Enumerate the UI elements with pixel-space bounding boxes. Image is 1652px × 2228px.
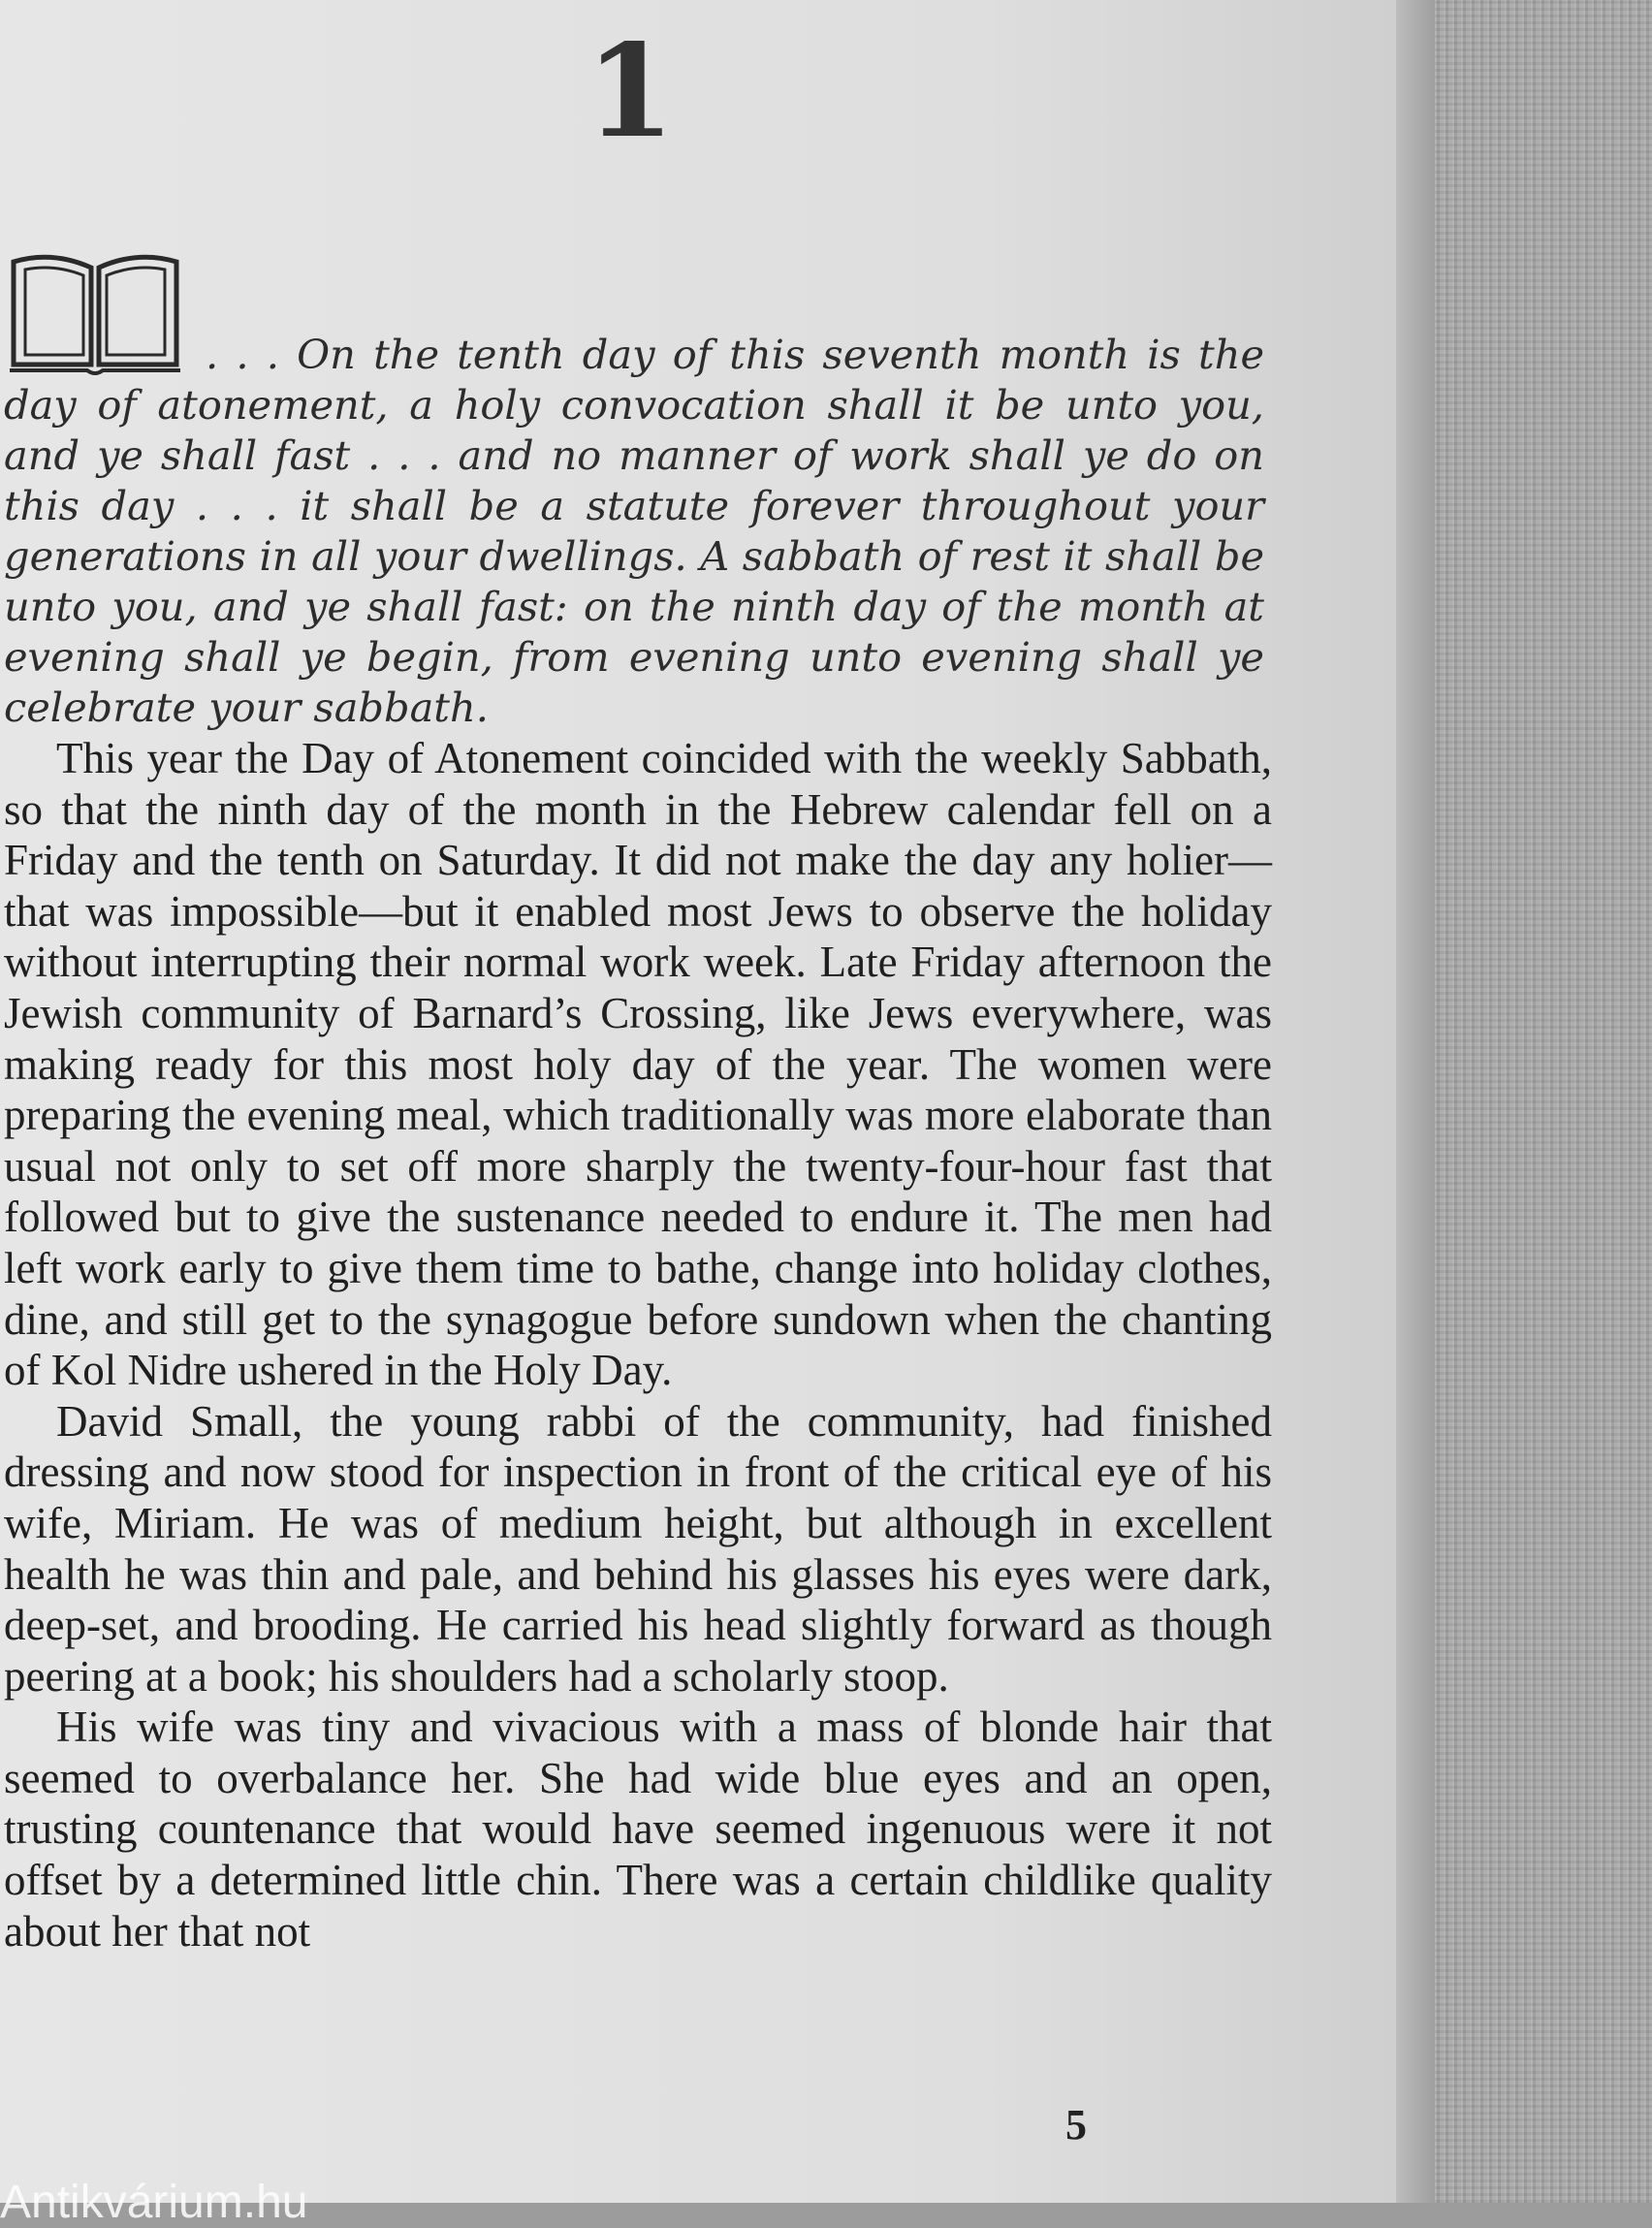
body-text	[4, 733, 1272, 1957]
paragraph: This year the Day of Atonement coincided with the weekly Sabbath, so that the ninth day of the month in the Hebrew calendar fell on a Friday and the tenth on Saturday. It did not make the day any holier—that was impossible—but it enabled most Jews to observe the holiday without interrupting their normal work week. Late Friday afternoon the Jewish community of Barnard’s Crossing, like Jews everywhere, was making ready for this most holy day of the year. The women were preparing the evening meal, which traditionally was more elaborate than usual not only to set off more sharply the twenty-four-hour fast that followed but to give the sustenance needed to endure it. The men had left work early to give them time to bathe, change into holiday clothes, dine, and still get to the synagogue before sundown when the chanting of Kol Nidre ushered in the Holy Day.	[4, 734, 1272, 1395]
page-number: 5	[1065, 2101, 1087, 2148]
paragraph: His wife was tiny and vivacious with a mass of blonde hair that seemed to overbalance her. She had wide blue eyes and an open, trusting countenance that would have seemed ingenuous were it not offset by a determined little chin. There was a certain childlike quality about her that not	[4, 1703, 1272, 1956]
book-gutter	[1396, 0, 1435, 2203]
epigraph-quote: . . . On the tenth day of this seventh month is the day of atonement, a holy convocation shall it be unto you, and ye shall fast . . . and no manner of work shall ye do on this day . . . it shall be a statute forever throughout your generations in all your dwellings. A sabbath of rest it shall be unto you, and ye shall fast: on the ninth day of the month at evening shall ye begin, from evening unto evening shall ye celebrate your sabbath.	[4, 331, 1264, 731]
paragraph: David Small, the young rabbi of the community, had finished dressing and now stood for inspection in front of the critical eye of his wife, Miriam. He was of medium height, but although in excellent health he was thin and pale, and behind his glasses his eyes were dark, deep-set, and brooding. He carried his head slightly forward as though peering at a book; his shoulders had a scholarly stoop.	[4, 1396, 1272, 1701]
chapter-number: 1	[586, 16, 675, 167]
background-surface	[1435, 0, 1652, 2203]
watermark: Antikvárium.hu	[0, 2177, 308, 2228]
